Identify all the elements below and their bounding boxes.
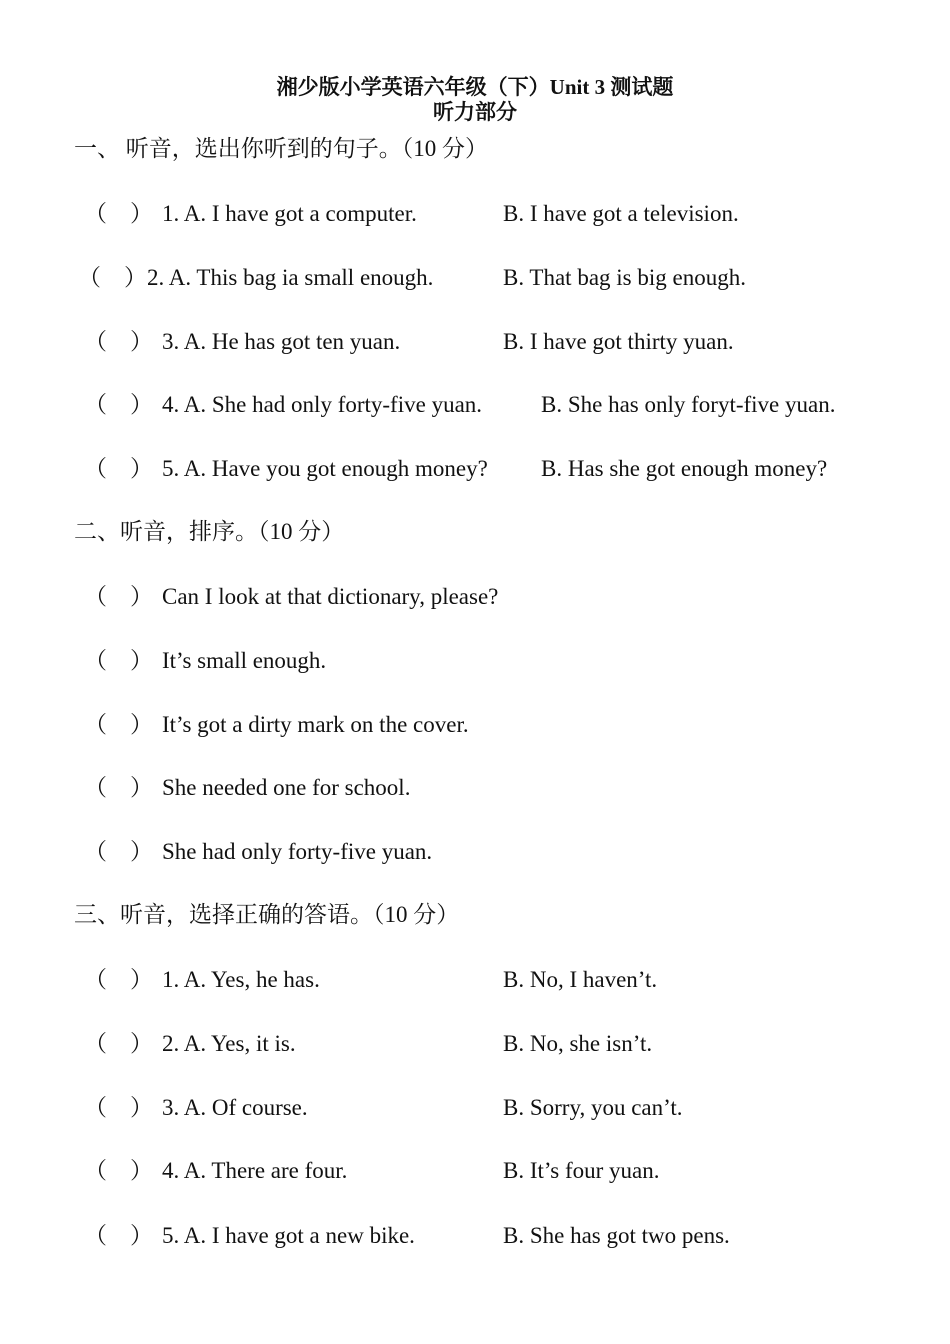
question-row [0, 390, 950, 420]
question-row [0, 1221, 950, 1251]
answer-blank-open: （ [84, 329, 107, 354]
answer-blank-close: ） [130, 839, 153, 864]
answer-blank-open: （ [84, 392, 107, 417]
option-b: B. I have got a television. [503, 201, 739, 226]
answer-blank-close: ） [130, 1223, 153, 1248]
answer-blank-close: ） [130, 775, 153, 800]
answer-blank-close: ） [130, 1158, 153, 1183]
question-row [0, 199, 950, 229]
option-a: 3. A. Of course. [162, 1095, 308, 1120]
option-b: B. No, I haven’t. [503, 967, 658, 992]
answer-blank-open: （ [84, 712, 107, 737]
option-a: 2. A. Yes, it is. [162, 1031, 296, 1056]
answer-blank-open: （ [84, 967, 107, 992]
answer-blank-open: （ [78, 265, 101, 290]
answer-blank-open: （ [84, 201, 107, 226]
sentence: She needed one for school. [162, 775, 411, 800]
question-row [0, 1029, 950, 1059]
page-subtitle: 听力部分 [433, 100, 517, 124]
answer-blank-close: ） [130, 1095, 153, 1120]
option-a: 4. A. There are four. [162, 1158, 348, 1183]
question-row [0, 1093, 950, 1123]
sentence: She had only forty-five yuan. [162, 839, 433, 864]
question-row [0, 1156, 950, 1186]
answer-blank-close: ） [130, 967, 153, 992]
option-b: B. No, she isn’t. [503, 1031, 653, 1056]
answer-blank-open: （ [84, 1223, 107, 1248]
option-a: 1. A. Yes, he has. [162, 967, 320, 992]
option-a: 5. A. I have got a new bike. [162, 1223, 415, 1248]
ordering-row [0, 646, 950, 676]
option-b: B. That bag is big enough. [503, 265, 746, 290]
sentence: Can I look at that dictionary, please? [162, 584, 499, 609]
answer-blank-open: （ [84, 1095, 107, 1120]
option-b: B. She has got two pens. [503, 1223, 730, 1248]
option-a: 5. A. Have you got enough money? [162, 456, 488, 481]
option-b: B. It’s four yuan. [503, 1158, 660, 1183]
answer-blank-close: ） [130, 329, 153, 354]
option-b: B. She has only foryt-five yuan. [541, 392, 836, 417]
option-b: B. I have got thirty yuan. [503, 329, 734, 354]
answer-blank-open: （ [84, 584, 107, 609]
answer-blank-close: ） [130, 392, 153, 417]
answer-blank-close: ） [130, 1031, 153, 1056]
question-row [0, 454, 950, 484]
option-a: 1. A. I have got a computer. [162, 201, 417, 226]
answer-blank-close: ） [130, 201, 153, 226]
answer-blank-open: （ [84, 1158, 107, 1183]
answer-blank-close: ） [130, 648, 153, 673]
ordering-row [0, 837, 950, 867]
sentence: It’s small enough. [162, 648, 327, 673]
answer-blank-close: ） [130, 456, 153, 481]
question-row [0, 327, 950, 357]
question-row [0, 263, 950, 293]
section-1-heading: 一、 听音，选出你听到的句子。（10 分） [74, 136, 488, 161]
answer-blank-open: （ [84, 775, 107, 800]
answer-blank-open: （ [84, 839, 107, 864]
option-a: 4. A. She had only forty-five yuan. [162, 392, 483, 417]
option-a: 3. A. He has got ten yuan. [162, 329, 401, 354]
answer-blank-open: （ [84, 456, 107, 481]
answer-blank-close: ） [130, 584, 153, 609]
page-title: 湘少版小学英语六年级（下）Unit 3 测试题 [276, 75, 674, 99]
option-a: 2. A. This bag ia small enough. [147, 265, 434, 290]
question-row [0, 965, 950, 995]
ordering-row [0, 582, 950, 612]
option-b: B. Has she got enough money? [541, 456, 828, 481]
ordering-row [0, 710, 950, 740]
answer-blank-open: （ [84, 648, 107, 673]
answer-blank-close: ） [124, 265, 147, 290]
answer-blank-open: （ [84, 1031, 107, 1056]
option-b: B. Sorry, you can’t. [503, 1095, 683, 1120]
ordering-row [0, 773, 950, 803]
section-3-heading: 三、听音，选择正确的答语。（10 分） [74, 902, 460, 927]
sentence: It’s got a dirty mark on the cover. [162, 712, 469, 737]
section-2-heading: 二、听音，排序。（10 分） [74, 519, 345, 544]
answer-blank-close: ） [130, 712, 153, 737]
